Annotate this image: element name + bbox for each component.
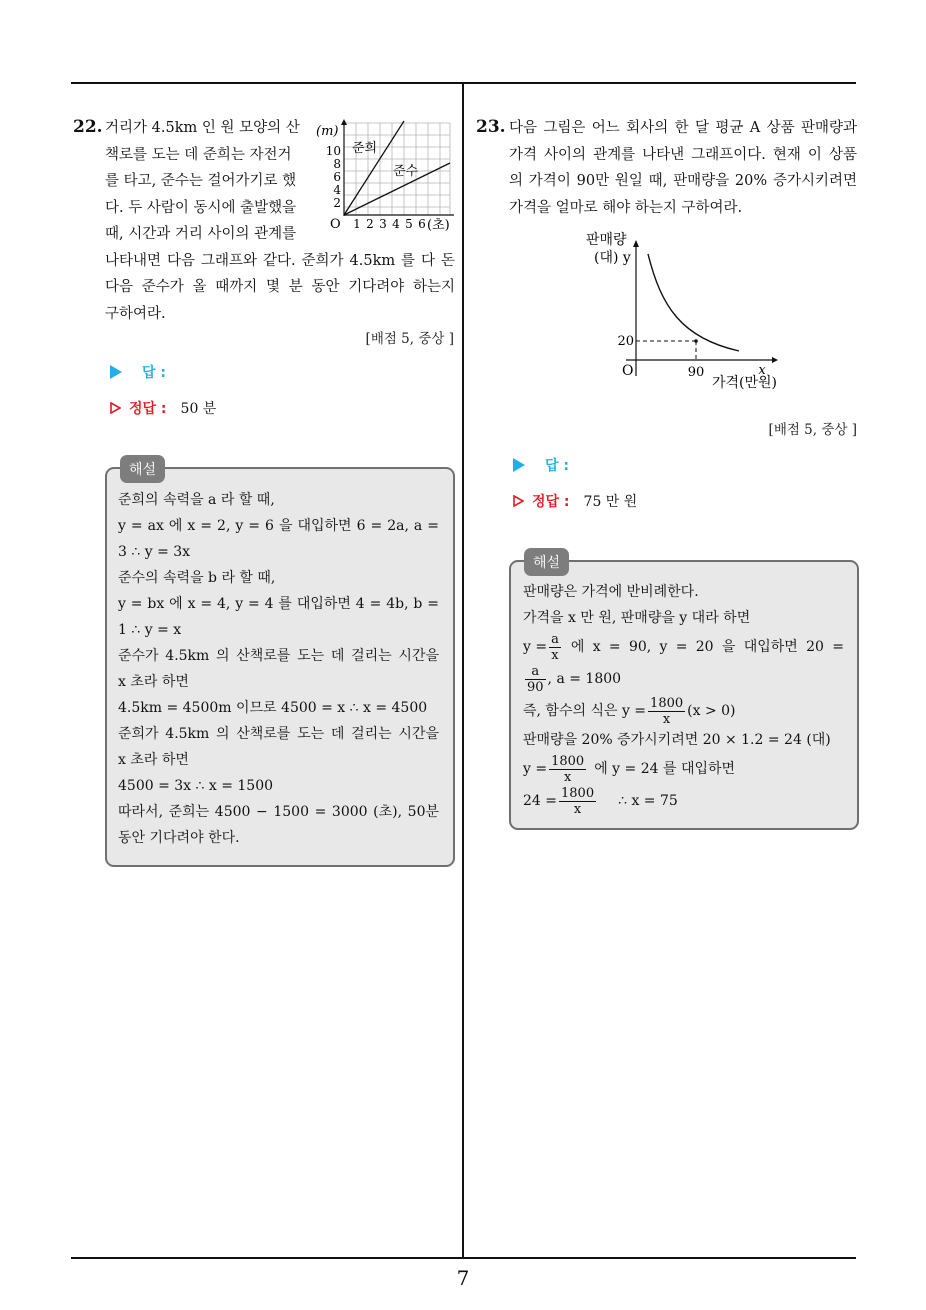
q22-line: 책로를 도는 데 준희는 자전거 xyxy=(105,146,292,163)
q22-grade: [배점 5, 중상 ] xyxy=(365,331,454,347)
y-axis-title: 판매량 xyxy=(586,232,627,248)
solution-fragment: 에 x = 90, y = 20 을 대입하면 20 = xyxy=(570,639,844,655)
x-mark: 90 xyxy=(687,365,705,380)
q22-graph xyxy=(314,118,460,240)
y-axis-unit: (대) y xyxy=(594,250,631,266)
inverse-curve xyxy=(648,254,739,351)
play-triangle-icon xyxy=(110,365,122,379)
junhee-label: 준희 xyxy=(352,141,378,156)
page-number: 7 xyxy=(456,1266,470,1290)
q22-answer-row xyxy=(110,362,166,382)
q23-grade: [배점 5, 중상 ] xyxy=(768,422,857,438)
solution-line: 가격을 x 만 원, 판매량을 y 대라 하면 xyxy=(523,610,751,626)
x-tick: 6 xyxy=(418,217,426,231)
solution-line: 동안 기다려야 한다. xyxy=(118,830,240,846)
fraction xyxy=(525,664,546,695)
q23-graph xyxy=(586,226,796,396)
q22-line: 구하여라. xyxy=(105,305,166,322)
solution-fragment: (x > 0) xyxy=(687,703,736,719)
q22-line: 때, 시간과 거리 사이의 관계를 xyxy=(105,226,297,242)
solution-fragment: y = xyxy=(523,761,548,777)
q22-line: 거리가 4.5km 인 원 모양의 산 xyxy=(105,120,300,136)
solution-fragment: ∴ x = 75 xyxy=(618,793,678,809)
q23-number: 23. xyxy=(476,117,506,137)
q23-solution-text xyxy=(523,579,844,817)
solution-line: 판매량을 20% 증가시키려면 20 × 1.2 = 24 (대) xyxy=(523,732,831,748)
solution-line xyxy=(523,663,844,695)
q23-correct-row xyxy=(513,491,637,511)
q23-solution-tag: 해설 xyxy=(524,548,569,576)
x-unit-label: (초) xyxy=(427,218,450,233)
q22-line: 다. 두 사람이 동시에 출발했을 xyxy=(105,199,297,216)
q23-line: 가격 사이의 관계를 나타낸 그래프이다. 현재 이 상품 xyxy=(509,146,857,163)
q23-answer-row xyxy=(513,455,569,475)
fraction-numerator: 1800 xyxy=(561,785,595,801)
solution-fragment: 에 y = 24 를 대입하면 xyxy=(594,761,736,777)
q22-solution-tag: 해설 xyxy=(120,455,165,483)
fraction xyxy=(648,696,685,727)
solution-line: x 초라 하면 xyxy=(118,752,189,768)
fraction xyxy=(549,754,586,785)
q22-line: 다음 준수가 올 때까지 몇 분 동안 기다려야 하는지 xyxy=(105,279,455,295)
solution-line: y = ax 에 x = 2, y = 6 을 대입하면 6 = 2a, a = xyxy=(118,518,439,534)
solution-fragment: 즉, 함수의 식은 y = xyxy=(523,703,647,719)
fraction xyxy=(549,632,561,663)
y-mark: 20 xyxy=(617,334,634,349)
origin-label: O xyxy=(622,363,634,379)
fraction-denominator: x xyxy=(563,769,572,785)
q22-correct-row xyxy=(110,398,216,418)
fraction xyxy=(559,786,596,817)
fraction-denominator: x xyxy=(573,801,582,817)
solution-line: y = bx 에 x = 4, y = 4 를 대입하면 4 = 4b, b = xyxy=(118,596,439,612)
fraction-numerator: a xyxy=(525,664,546,680)
y-tick: 10 xyxy=(325,144,341,158)
q23-text xyxy=(509,115,857,221)
solution-line: 1 ∴ y = x xyxy=(118,622,182,638)
solution-line: 4500 = 3x ∴ x = 1500 xyxy=(118,778,274,794)
fraction-numerator: a xyxy=(551,631,559,647)
x-tick: 4 xyxy=(392,217,400,231)
x-tick: 3 xyxy=(379,217,387,231)
solution-line xyxy=(523,695,844,727)
x-tick: 5 xyxy=(405,217,413,231)
q22-solution-text xyxy=(118,487,439,851)
correct-answer-value: 50 분 xyxy=(180,401,217,417)
x-tick: 1 xyxy=(353,217,361,231)
solution-line: 4.5km = 4500m 이므로 4500 = x ∴ x = 4500 xyxy=(118,700,428,716)
q23-line: 다음 그림은 어느 회사의 한 달 평균 A 상품 판매량과 xyxy=(509,120,857,136)
outline-triangle-icon xyxy=(513,495,524,507)
q22-line: 나타내면 다음 그래프와 같다. 준희가 4.5km 를 다 돈 xyxy=(105,252,455,269)
junsu-label: 준수 xyxy=(393,164,419,179)
correct-answer-label: 정답 : xyxy=(532,494,570,510)
solution-line: 3 ∴ y = 3x xyxy=(118,544,191,560)
y-tick: 4 xyxy=(333,183,341,197)
column-divider xyxy=(462,83,464,1258)
play-triangle-icon xyxy=(513,458,525,472)
solution-line xyxy=(523,785,844,817)
answer-label: 답 : xyxy=(545,458,569,474)
q23-line: 가격을 얼마로 해야 하는지 구하여라. xyxy=(509,199,743,216)
solution-fragment: y = xyxy=(523,639,548,655)
q22-line: 를 타고, 준수는 걸어가기로 했 xyxy=(105,173,297,189)
fraction-denominator: x xyxy=(662,711,671,727)
fraction-denominator: x xyxy=(551,647,559,663)
correct-answer-label: 정답 : xyxy=(129,401,167,417)
fraction-numerator: 1800 xyxy=(551,753,585,769)
solution-line xyxy=(523,753,844,785)
outline-triangle-icon xyxy=(110,402,121,414)
x-tick: 2 xyxy=(366,217,374,231)
y-tick: 8 xyxy=(333,157,341,171)
q22-number: 22. xyxy=(73,117,103,137)
answer-label: 답 : xyxy=(142,365,166,381)
solution-line: 판매량은 가격에 반비례한다. xyxy=(523,584,699,600)
x-axis-title: 가격(만원) xyxy=(712,375,778,391)
y-unit-label: (m) xyxy=(316,124,339,139)
solution-line xyxy=(523,631,844,663)
solution-line: x 초라 하면 xyxy=(118,674,189,690)
correct-answer-value: 75 만 원 xyxy=(583,494,638,510)
fraction-numerator: 1800 xyxy=(650,695,684,711)
bottom-rule xyxy=(71,1257,856,1259)
fraction-denominator: 90 xyxy=(527,679,544,695)
origin-label: O xyxy=(330,217,341,232)
solution-fragment: , a = 1800 xyxy=(547,671,622,687)
solution-line: 따라서, 준희는 4500 − 1500 = 3000 (초), 50분 xyxy=(118,804,439,820)
y-tick: 2 xyxy=(333,196,341,210)
solution-line: 준수가 4.5km 의 산책로를 도는 데 걸리는 시간을 xyxy=(118,648,439,664)
solution-line: 준희의 속력을 a 라 할 때, xyxy=(118,492,275,508)
y-tick: 6 xyxy=(333,170,341,184)
q23-line: 의 가격이 90만 원일 때, 판매량을 20% 증가시키려면 xyxy=(509,173,857,189)
solution-line: 준희가 4.5km 의 산책로를 도는 데 걸리는 시간을 xyxy=(118,726,439,742)
solution-fragment: 24 = xyxy=(523,793,557,809)
x-var: x xyxy=(758,363,766,378)
solution-line: 준수의 속력을 b 라 할 때, xyxy=(118,570,276,586)
